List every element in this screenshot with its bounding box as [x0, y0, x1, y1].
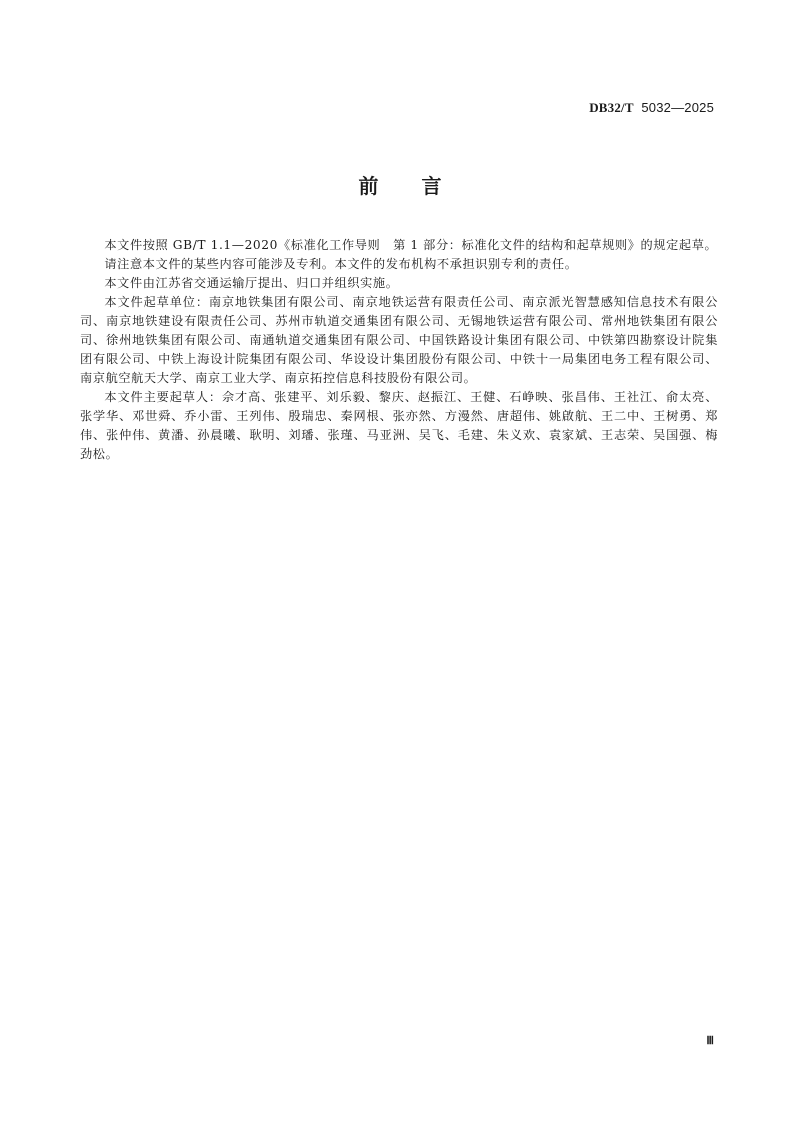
foreword-body: [80, 236, 718, 464]
document-code-number: 5032—2025: [641, 100, 714, 115]
paragraph-drafting-rules: 本文件按照 GB/T 1.1—2020《标准化工作导则 第 1 部分：标准化文件的结构和起草规则》的规定起草。: [104, 238, 718, 252]
title-char-1: 前: [358, 174, 379, 198]
paragraph-patent-notice: 请注意本文件的某些内容可能涉及专利。本文件的发布机构不承担识别专利的责任。: [104, 257, 578, 271]
document-code-prefix: DB32/T: [589, 100, 634, 115]
paragraph-proposer: 本文件由江苏省交通运输厅提出、归口并组织实施。: [104, 276, 399, 290]
paragraph-drafting-units: 本文件起草单位：南京地铁集团有限公司、南京地铁运营有限责任公司、南京派光智慧感知信息技术有限公司、南京地铁建设有限责任公司、苏州市轨道交通集团有限公司、无锡地铁运营有限公司、常州地铁集团有限公司、徐州地铁集团有限公司、南通轨道交通集团有限公司、中国铁路设计集团有限公司、中铁第四勘察设计院集团有限公司、中铁上海设计院集团有限公司、华设设计集团股份有限公司、中铁十一局集团电务工程有限公司、南京航空航天大学、南京工业大学、南京拓控信息科技股份有限公司。: [80, 295, 718, 385]
page-title: [0, 170, 800, 199]
page-number: Ⅲ: [706, 1035, 714, 1047]
paragraph-drafters: 本文件主要起草人：佘才高、张建平、刘乐毅、黎庆、赵振江、王健、石峥映、张昌伟、王社江、俞太亮、张学华、邓世舜、乔小雷、王列伟、殷瑞忠、秦网根、张亦然、方漫然、唐超伟、姚啟航、王二中、王树勇、郑伟、张仲伟、黄潘、孙晨曦、耿明、刘璠、张瑾、马亚洲、吴飞、毛建、朱义欢、袁家斌、王志荣、吴国强、梅劲松。: [80, 390, 718, 461]
title-char-2: 言: [421, 174, 442, 198]
document-code: [589, 100, 714, 116]
